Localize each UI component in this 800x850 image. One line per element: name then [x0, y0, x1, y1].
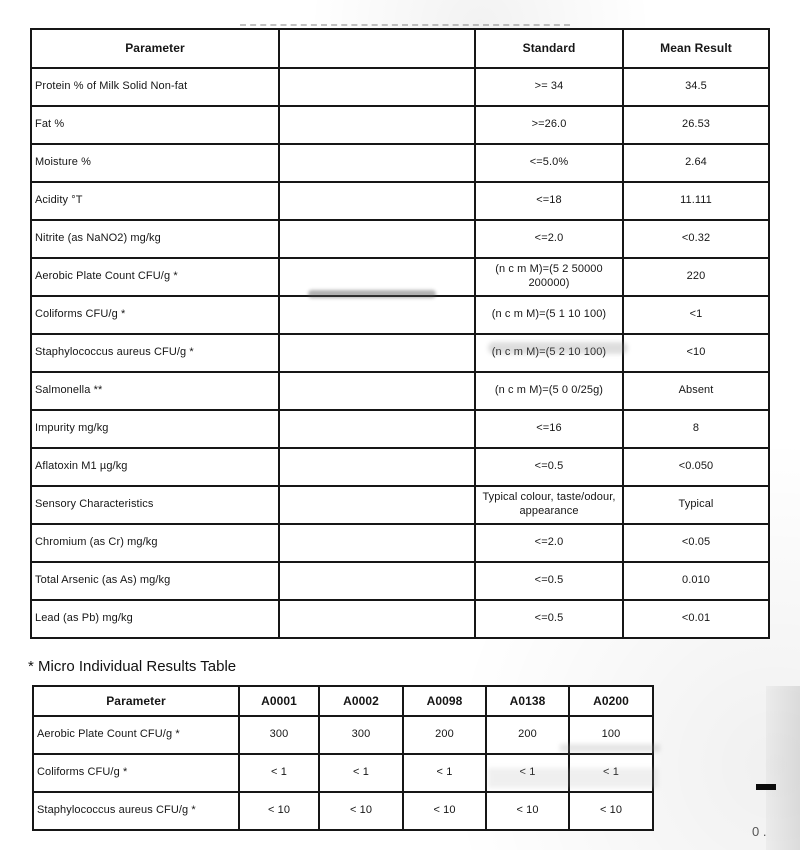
- standard-cell: <=0.5: [475, 448, 623, 486]
- parameter-cell: Coliforms CFU/g *: [31, 296, 279, 334]
- header-sample-a0002: A0002: [319, 686, 403, 716]
- mean-result-cell: 26.53: [623, 106, 769, 144]
- table-row: [31, 296, 769, 334]
- blank-cell: [279, 562, 475, 600]
- parameter-cell: Aerobic Plate Count CFU/g *: [33, 716, 239, 754]
- standard-cell: (n c m M)=(5 2 10 100): [475, 334, 623, 372]
- table-row: [31, 448, 769, 486]
- table-row: [31, 258, 769, 296]
- table-row: [31, 600, 769, 638]
- sample-value-cell: < 10: [403, 792, 486, 830]
- table-row: [31, 410, 769, 448]
- parameter-cell: Coliforms CFU/g *: [33, 754, 239, 792]
- sample-value-cell: < 10: [569, 792, 653, 830]
- table-header-row: [31, 29, 769, 68]
- mean-result-cell: 11.111: [623, 182, 769, 220]
- table-row: [33, 716, 653, 754]
- scan-black-mark: [756, 784, 776, 790]
- parameter-cell: Sensory Characteristics: [31, 486, 279, 524]
- sample-value-cell: < 1: [486, 754, 569, 792]
- mean-result-cell: Typical: [623, 486, 769, 524]
- table-row: [33, 792, 653, 830]
- micro-individual-results-table: [32, 685, 654, 831]
- sample-value-cell: < 10: [239, 792, 319, 830]
- parameter-cell: Total Arsenic (as As) mg/kg: [31, 562, 279, 600]
- sample-value-cell: < 1: [569, 754, 653, 792]
- header-mean-result: Mean Result: [623, 29, 769, 68]
- mean-result-cell: <0.050: [623, 448, 769, 486]
- blank-cell: [279, 144, 475, 182]
- table-row: [31, 68, 769, 106]
- mean-result-cell: 8: [623, 410, 769, 448]
- standard-cell: (n c m M)=(5 0 0/25g): [475, 372, 623, 410]
- blank-cell: [279, 258, 475, 296]
- blank-cell: [279, 68, 475, 106]
- sample-value-cell: < 1: [403, 754, 486, 792]
- header-sample-a0138: A0138: [486, 686, 569, 716]
- coa-results-table: [30, 28, 770, 639]
- standard-cell: <=5.0%: [475, 144, 623, 182]
- blank-cell: [279, 486, 475, 524]
- micro-table-title: * Micro Individual Results Table: [28, 658, 237, 675]
- table-row: [31, 562, 769, 600]
- parameter-cell: Lead (as Pb) mg/kg: [31, 600, 279, 638]
- standard-cell: >= 34: [475, 68, 623, 106]
- parameter-cell: Staphylococcus aureus CFU/g *: [33, 792, 239, 830]
- table-row: [31, 486, 769, 524]
- parameter-cell: Chromium (as Cr) mg/kg: [31, 524, 279, 562]
- sample-value-cell: 300: [239, 716, 319, 754]
- standard-cell: Typical colour, taste/odour, appearance: [475, 486, 623, 524]
- table-row: [31, 182, 769, 220]
- scan-noise-dashes: [240, 24, 570, 26]
- parameter-cell: Nitrite (as NaNO2) mg/kg: [31, 220, 279, 258]
- blank-cell: [279, 296, 475, 334]
- mean-result-cell: <0.32: [623, 220, 769, 258]
- table-row: [31, 144, 769, 182]
- blank-cell: [279, 410, 475, 448]
- blank-cell: [279, 220, 475, 258]
- mean-result-cell: <0.05: [623, 524, 769, 562]
- table-row: [31, 106, 769, 144]
- parameter-cell: Fat %: [31, 106, 279, 144]
- blank-cell: [279, 372, 475, 410]
- header-sample-a0001: A0001: [239, 686, 319, 716]
- standard-cell: <=0.5: [475, 562, 623, 600]
- table-row: [31, 372, 769, 410]
- sample-value-cell: 200: [403, 716, 486, 754]
- parameter-cell: Moisture %: [31, 144, 279, 182]
- header-parameter: Parameter: [31, 29, 279, 68]
- blank-cell: [279, 524, 475, 562]
- blank-cell: [279, 448, 475, 486]
- sample-value-cell: 300: [319, 716, 403, 754]
- standard-cell: (n c m M)=(5 2 50000 200000): [475, 258, 623, 296]
- standard-cell: <=18: [475, 182, 623, 220]
- blank-cell: [279, 334, 475, 372]
- parameter-cell: Staphylococcus aureus CFU/g *: [31, 334, 279, 372]
- header-standard: Standard: [475, 29, 623, 68]
- sample-value-cell: 100: [569, 716, 653, 754]
- standard-cell: (n c m M)=(5 1 10 100): [475, 296, 623, 334]
- sample-value-cell: < 10: [319, 792, 403, 830]
- mean-result-cell: <10: [623, 334, 769, 372]
- blank-cell: [279, 106, 475, 144]
- sample-value-cell: < 1: [239, 754, 319, 792]
- header-sample-a0200: A0200: [569, 686, 653, 716]
- table-row: [31, 334, 769, 372]
- sample-value-cell: < 1: [319, 754, 403, 792]
- mean-result-cell: 220: [623, 258, 769, 296]
- table-row: [31, 524, 769, 562]
- standard-cell: <=2.0: [475, 524, 623, 562]
- mean-result-cell: <1: [623, 296, 769, 334]
- page-corner-text: 0 .: [752, 824, 767, 839]
- mean-result-cell: Absent: [623, 372, 769, 410]
- table-row: [33, 754, 653, 792]
- blank-cell: [279, 182, 475, 220]
- sample-value-cell: 200: [486, 716, 569, 754]
- mean-result-cell: <0.01: [623, 600, 769, 638]
- header-blank: [279, 29, 475, 68]
- parameter-cell: Aerobic Plate Count CFU/g *: [31, 258, 279, 296]
- table-header-row: [33, 686, 653, 716]
- parameter-cell: Protein % of Milk Solid Non-fat: [31, 68, 279, 106]
- parameter-cell: Salmonella **: [31, 372, 279, 410]
- standard-cell: >=26.0: [475, 106, 623, 144]
- standard-cell: <=16: [475, 410, 623, 448]
- mean-result-cell: 34.5: [623, 68, 769, 106]
- parameter-cell: Acidity °T: [31, 182, 279, 220]
- mean-result-cell: 0.010: [623, 562, 769, 600]
- parameter-cell: Impurity mg/kg: [31, 410, 279, 448]
- header-sample-a0098: A0098: [403, 686, 486, 716]
- page-edge-shadow: [766, 686, 800, 850]
- standard-cell: <=0.5: [475, 600, 623, 638]
- table-row: [31, 220, 769, 258]
- standard-cell: <=2.0: [475, 220, 623, 258]
- header-parameter: Parameter: [33, 686, 239, 716]
- mean-result-cell: 2.64: [623, 144, 769, 182]
- parameter-cell: Aflatoxin M1 µg/kg: [31, 448, 279, 486]
- blank-cell: [279, 600, 475, 638]
- sample-value-cell: < 10: [486, 792, 569, 830]
